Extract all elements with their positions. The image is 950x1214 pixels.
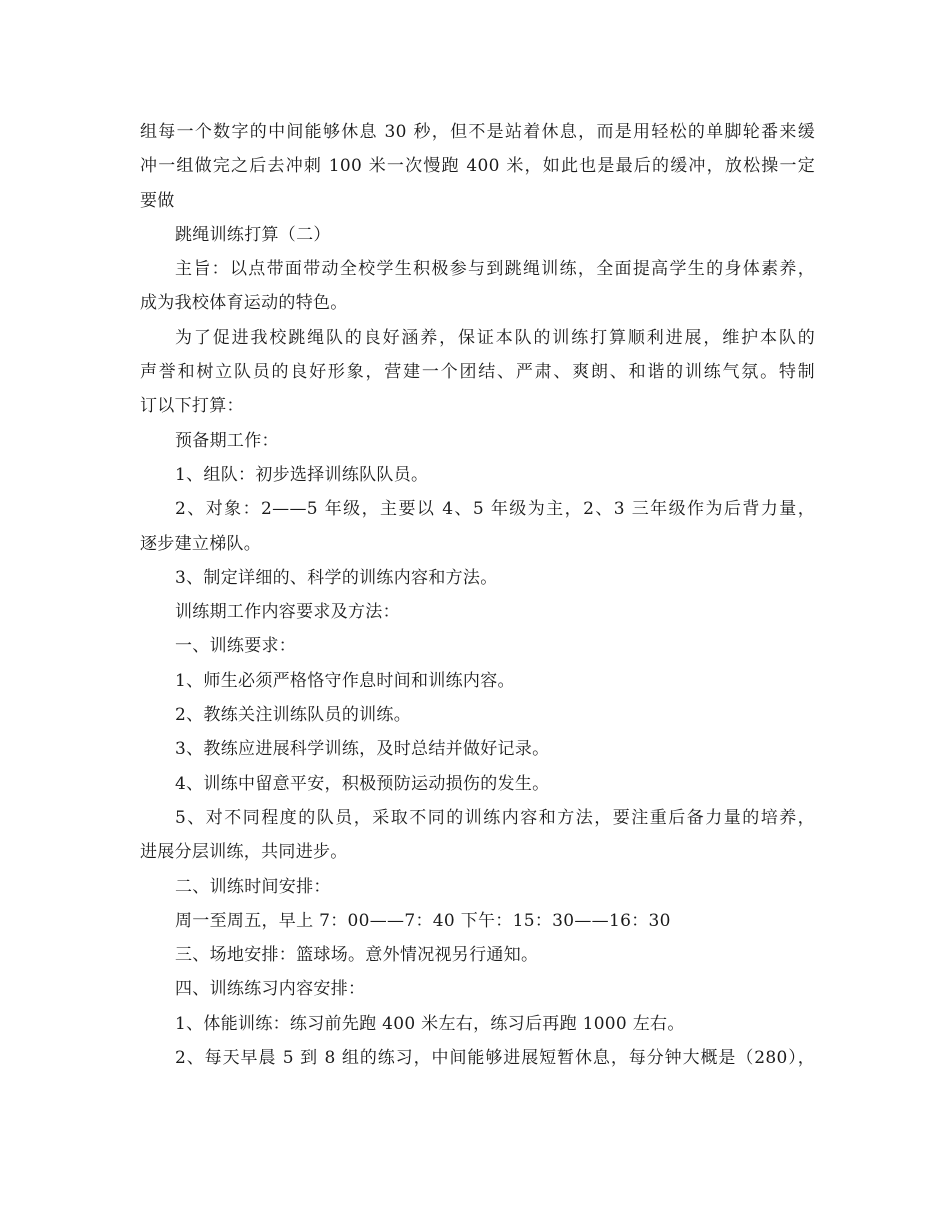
subheading: 训练期工作内容要求及方法： <box>175 602 400 623</box>
paragraph-line: 主旨：以点带面带动全校学生积极参与到跳绳训练，全面提高学生的身体素养， <box>175 259 815 280</box>
list-item: 5、对不同程度的队员，采取不同的训练内容和方法，要注重后备力量的培养， <box>175 807 815 828</box>
list-item: 2、教练关注训练队员的训练。 <box>175 705 412 726</box>
list-item: 1、体能训练：练习前先跑 400 米左右，练习后再跑 1000 左右。 <box>175 1013 685 1034</box>
subheading: 三、场地安排：篮球场。意外情况视另行通知。 <box>175 945 539 966</box>
paragraph-line: 组每一个数字的中间能够休息 30 秒，但不是站着休息，而是用轻松的单脚轮番来缓 <box>140 122 815 142</box>
section-heading: 跳绳训练打算（二） <box>175 224 331 245</box>
schedule-line: 周一至周五，早上 7：00——7：40 下午：15：30——16：30 <box>175 910 671 931</box>
list-item: 2、对象：2——5 年级，主要以 4、5 年级为主，2、3 三年级作为后背力量， <box>175 499 815 520</box>
list-item: 1、组队：初步选择训练队队员。 <box>175 464 429 485</box>
subheading: 二、训练时间安排： <box>175 876 331 897</box>
paragraph-line: 为了促进我校跳绳队的良好涵养，保证本队的训练打算顺利进展，维护本队的 <box>175 327 815 348</box>
paragraph-line: 成为我校体育运动的特色。 <box>140 293 348 314</box>
paragraph-line: 声誉和树立队员的良好形象，营建一个团结、严肃、爽朗、和谐的训练气氛。特制 <box>140 362 815 383</box>
paragraph-line: 冲一组做完之后去冲刺 100 米一次慢跑 400 米，如此也是最后的缓冲，放松操一定 <box>140 156 815 177</box>
list-item: 1、师生必须严格恪守作息时间和训练内容。 <box>175 670 515 691</box>
list-item: 3、教练应进展科学训练，及时总结并做好记录。 <box>175 739 550 760</box>
document-body <box>140 115 815 1075</box>
list-item-continuation: 逐步建立梯队。 <box>140 533 262 554</box>
list-item: 3、制定详细的、科学的训练内容和方法。 <box>175 567 498 588</box>
list-item: 2、每天早晨 5 到 8 组的练习，中间能够进展短暂休息，每分钟大概是（280）， <box>175 1048 815 1069</box>
list-item-continuation: 进展分层训练，共同进步。 <box>140 842 348 863</box>
paragraph-line: 订以下打算： <box>140 396 244 417</box>
subheading: 一、训练要求： <box>175 636 297 657</box>
paragraph-line: 要做 <box>140 190 175 211</box>
list-item: 4、训练中留意平安，积极预防运动损伤的发生。 <box>175 773 550 794</box>
subheading: 四、训练练习内容安排： <box>175 979 366 1000</box>
subheading: 预备期工作： <box>175 430 279 451</box>
